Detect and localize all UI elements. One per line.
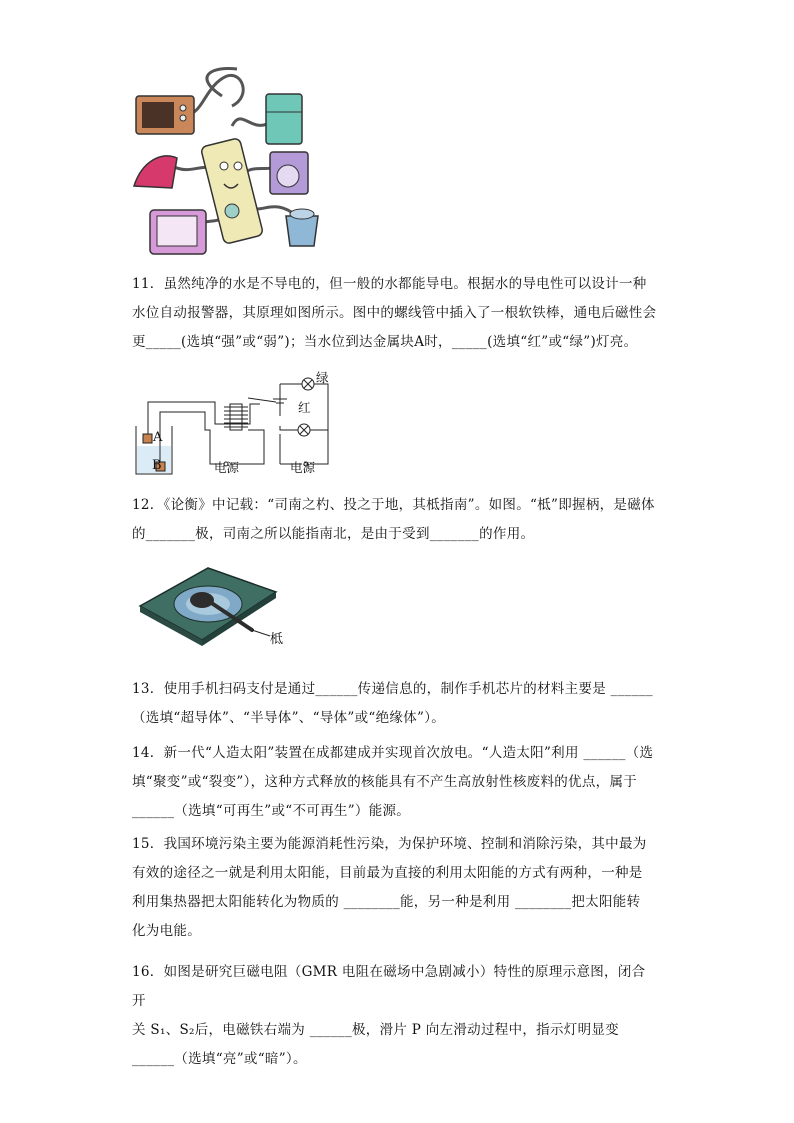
overloaded-outlet-illustration bbox=[132, 66, 332, 256]
red-lamp-label: 红 bbox=[298, 400, 311, 415]
question-13 bbox=[132, 675, 658, 733]
question-11 bbox=[132, 270, 658, 357]
metal-block-a-label: A bbox=[153, 430, 163, 445]
green-lamp-icon bbox=[302, 378, 314, 390]
question-line: 化为电能。 bbox=[132, 923, 201, 939]
water-level-alarm-circuit bbox=[130, 366, 340, 478]
kettle-icon bbox=[286, 209, 318, 246]
question-line: 11．虽然纯净的水是不导电的，但一般的水都能导电。根据水的导电性可以设计一种 bbox=[132, 276, 647, 292]
power-strip-icon bbox=[200, 138, 263, 245]
question-line: ______（选填“可再生”或“不可再生”）能源。 bbox=[132, 803, 411, 819]
question-line: 有效的途径之一就是利用太阳能，目前最为直接的利用太阳能的方式有两种，一种是 bbox=[132, 865, 643, 881]
spoon-handle-label: 柢 bbox=[270, 632, 284, 647]
question-line: 13．使用手机扫码支付是通过______传递信息的，制作手机芯片的材料主要是 ______ bbox=[132, 681, 653, 697]
green-lamp-label: 绿 bbox=[316, 370, 329, 385]
question-line: （选填“超导体”、“半导体”、“导体”或“绝缘体”）。 bbox=[132, 710, 446, 726]
question-line: 的_______极，司南之所以能指南北，是由于受到_______的作用。 bbox=[132, 526, 535, 542]
red-lamp-icon bbox=[298, 424, 310, 436]
iron-icon bbox=[134, 156, 177, 188]
question-line: 16．如图是研究巨磁电阻（GMR 电阻在磁场中急剧减小）特性的原理示意图，闭合开 bbox=[132, 964, 646, 1009]
question-line: 填“聚变”或“裂变”），这种方式释放的核能具有不产生高放射性核废料的优点，属于 bbox=[132, 774, 638, 790]
question-12 bbox=[132, 491, 658, 549]
power-source-label: 电源 bbox=[290, 460, 316, 475]
question-line: 利用集热器把太阳能转化为物质的 ________能，另一种是利用 ________把太阳能转 bbox=[132, 894, 641, 910]
question-line: 更_____(选填“强”或“弱”)；当水位到达金属块A时，_____(选填“红”或“绿”)灯亮。 bbox=[132, 334, 638, 350]
sinan-board-icon bbox=[140, 568, 276, 646]
washing-machine-icon bbox=[270, 152, 308, 194]
power-source-label: 电源 bbox=[214, 460, 240, 475]
microwave-icon bbox=[136, 96, 194, 134]
question-line: ______（选填“亮”或“暗”）。 bbox=[132, 1051, 307, 1067]
question-line: 水位自动报警器，其原理如图所示。图中的螺线管中插入了一根软铁棒，通电后磁性会 bbox=[132, 305, 657, 321]
fridge-icon bbox=[266, 94, 302, 144]
metal-block-b-label: B bbox=[152, 458, 162, 473]
question-16 bbox=[132, 958, 658, 1074]
tv-icon bbox=[150, 210, 206, 254]
question-14 bbox=[132, 739, 658, 826]
question-line: 14．新一代“人造太阳”装置在成都建成并实现首次放电。“人造太阳”利用 ______（选 bbox=[132, 745, 654, 761]
question-line: 关 S₁、S₂后，电磁铁右端为 ______极，滑片 P 向左滑动过程中，指示灯明显变 bbox=[132, 1022, 619, 1038]
question-15 bbox=[132, 830, 658, 946]
question-line: 12．《论衡》中记载：“司南之杓、投之于地，其柢指南”。如图。“柢”即握柄，是磁体 bbox=[132, 497, 655, 513]
sinan-compass-figure bbox=[134, 560, 294, 650]
question-line: 15．我国环境污染主要为能源消耗性污染，为保护环境、控制和消除污染，其中最为 bbox=[132, 836, 647, 852]
